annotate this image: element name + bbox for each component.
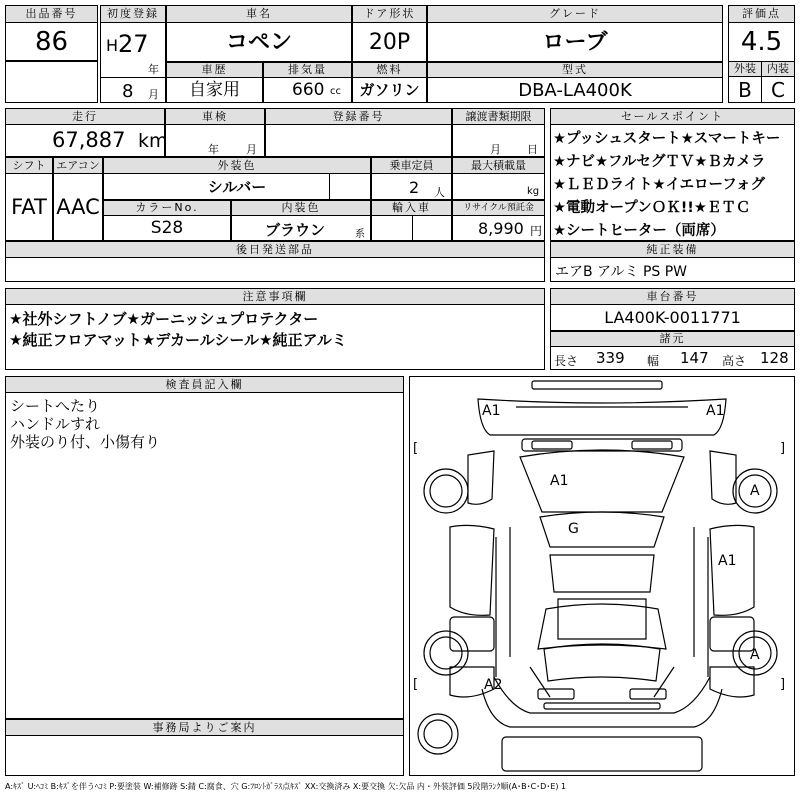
sales-points-label: セールスポイント [550, 108, 795, 125]
reg-year-unit: 年 [148, 63, 159, 76]
notes-label: 注意事項欄 [5, 288, 545, 305]
reg-month-unit: 月 [148, 88, 159, 101]
fuel-label: 燃料 [352, 62, 427, 78]
door-label: ドア形状 [352, 5, 427, 23]
reg-year: 27 [118, 30, 149, 58]
ext-color: シルバー [207, 178, 267, 196]
bracket-mark: [ [413, 441, 419, 456]
equipment: エアB アルミ PS PW [555, 264, 688, 280]
car-name: コペン [225, 30, 292, 55]
transfer-day-unit: 日 [527, 143, 538, 156]
mark-rear-left: A2 [484, 677, 503, 693]
displacement-label: 排気量 [263, 62, 352, 78]
int-color-label: 内装色 [231, 200, 371, 216]
inspection-month-unit: 月 [246, 143, 257, 156]
mark-front-right: A1 [706, 403, 725, 419]
mileage-label: 走行 [5, 108, 165, 125]
mark-front-left: A1 [482, 403, 501, 419]
length: 339 [596, 349, 625, 367]
int-score: C [771, 78, 785, 102]
inspector-line: ハンドルすれ [10, 415, 101, 433]
car-outline-diagram [410, 377, 794, 775]
width: 147 [680, 349, 709, 367]
lot-blank [5, 61, 98, 103]
sales-point-line: ★シートヒーター（両席） [553, 223, 725, 239]
sales-point-line: ★ＬＥＤライト★イエローフォグ [553, 177, 766, 193]
width-label: 幅 [647, 354, 660, 368]
int-color-suffix: 系 [355, 229, 365, 240]
first-reg-divider [100, 77, 166, 78]
first-reg-label: 初度登録 [100, 5, 166, 23]
chassis-label: 車台番号 [550, 288, 795, 305]
chassis-number: LA400K-0011771 [604, 308, 741, 327]
inspection-label: 車検 [165, 108, 265, 125]
transfer-label: 譲渡書類期限 [452, 108, 545, 125]
score-value: 4.5 [740, 27, 783, 57]
score-label: 評価点 [728, 5, 795, 23]
lot-label: 出品番号 [5, 5, 98, 23]
grade-label: グレード [427, 5, 723, 23]
aircon-label: エアコン [53, 157, 103, 174]
import-divider [412, 216, 413, 241]
fuel: ガソリン [359, 81, 420, 99]
displacement-unit: cc [330, 86, 341, 97]
specs-label: 諸元 [550, 331, 795, 347]
bracket-mark: [ [413, 677, 419, 692]
seating-label: 乗車定員 [371, 157, 452, 174]
sales-point-line: ★ナビ★フルセグＴＶ★Ｂカメラ [553, 154, 766, 170]
car-name-label: 車名 [166, 5, 352, 23]
import-label: 輸入車 [371, 200, 452, 216]
int-score-label: 内装 [761, 61, 795, 77]
color-no-label: カラーNo. [103, 200, 231, 216]
color-no: S28 [150, 218, 184, 238]
history-label: 車歴 [166, 62, 263, 78]
ext-score-label: 外装 [728, 61, 762, 77]
bracket-mark: ] [780, 677, 786, 692]
recycle-label: リサイクル預託金 [452, 200, 545, 216]
mark-wheel-fr: A [750, 483, 760, 499]
mileage-unit: km [138, 130, 168, 152]
seating: 2 [409, 178, 420, 197]
shift-label: シフト [5, 157, 53, 174]
ext-color-divider [329, 174, 330, 200]
length-label: 長さ [554, 354, 579, 368]
equipment-label: 純正装備 [550, 241, 795, 258]
note-line: ★純正フロアマット★デカールシール★純正アルミ [9, 331, 347, 349]
seating-unit: 人 [434, 186, 445, 199]
mark-wheel-rr: A [750, 647, 760, 663]
inspection-year-unit: 年 [208, 143, 219, 156]
height-label: 高さ [722, 354, 747, 368]
inspector-line: 外装のり付、小傷有り [10, 433, 161, 451]
shift: FAT [11, 195, 47, 219]
displacement: 660 [292, 80, 325, 100]
mileage: 67,887 [52, 128, 126, 152]
door-type: 20P [368, 30, 411, 55]
reg-number-label: 登録番号 [265, 108, 452, 125]
later-parts-label: 後日発送部品 [5, 241, 545, 258]
inspector-line: シートへたり [10, 397, 101, 415]
bracket-mark: ] [780, 441, 786, 456]
lot-number: 86 [34, 27, 69, 57]
model-code: DBA-LA400K [518, 80, 632, 101]
grade: ローブ [542, 30, 608, 55]
aircon: AAC [56, 195, 100, 219]
note-line: ★社外シフトノブ★ガーニッシュプロテクター [9, 310, 319, 328]
inspector-label: 検査員記入欄 [5, 376, 404, 393]
model-label: 型式 [427, 62, 723, 78]
sales-point-line: ★プッシュスタート★スマートキー [553, 131, 781, 147]
ext-score: B [738, 78, 752, 102]
office-label: 事務局よりご案内 [5, 719, 404, 736]
int-color: ブラウン [265, 221, 326, 239]
sales-point-line: ★電動オープンＯＫ!!★ＥＴＣ [553, 200, 751, 216]
ext-color-label: 外装色 [103, 157, 371, 174]
transfer-month-unit: 月 [490, 143, 501, 156]
mark-hood: A1 [550, 473, 569, 489]
damage-diagram [409, 376, 795, 776]
mark-windshield: G [568, 521, 579, 537]
history: 自家用 [189, 80, 240, 100]
era-letter: H [106, 36, 119, 55]
legend-text: A:ｷｽﾞ U:ﾍｺﾐ B:ｷｽﾞを伴うﾍｺﾐ P:要塗装 W:補修跡 S:錆 C:腐食、穴 G:ﾌﾛﾝﾄｶﾞﾗｽ点ｷｽﾞ XX:交換済み X:要交換 欠:欠品 内・外装評価 5段階ﾗﾝｸ順(A･B･C･D･E) 1 [5, 782, 567, 791]
max-load-unit: kg [527, 186, 540, 197]
recycle-unit: 円 [530, 224, 543, 238]
max-load-label: 最大積載量 [452, 157, 545, 174]
mark-door-right: A1 [718, 553, 737, 569]
height: 128 [760, 349, 789, 367]
recycle: 8,990 [478, 219, 524, 238]
reg-month: 8 [122, 81, 134, 102]
